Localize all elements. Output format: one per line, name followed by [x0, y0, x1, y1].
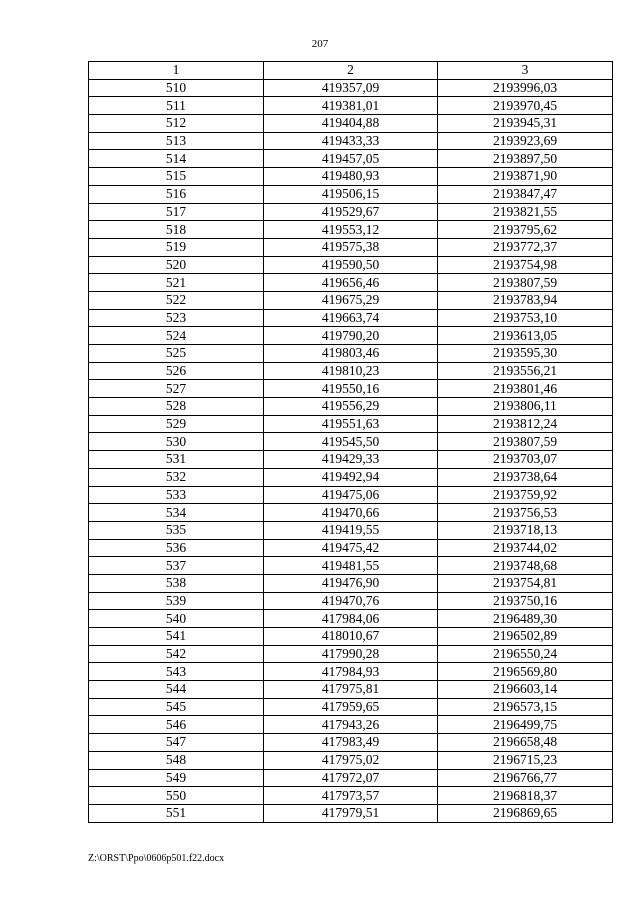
y-coordinate-cell: 2193613,05 — [438, 327, 613, 345]
table-row — [89, 451, 613, 469]
x-coordinate-cell: 419553,12 — [264, 221, 438, 239]
y-coordinate-cell: 2193847,47 — [438, 185, 613, 203]
y-coordinate-cell: 2193923,69 — [438, 132, 613, 150]
y-coordinate-cell: 2193754,81 — [438, 574, 613, 592]
point-number-cell: 534 — [89, 504, 264, 522]
y-coordinate-cell: 2193744,02 — [438, 539, 613, 557]
table-row — [89, 291, 613, 309]
x-coordinate-cell: 419551,63 — [264, 415, 438, 433]
point-number-cell: 535 — [89, 521, 264, 539]
table-row — [89, 345, 613, 363]
table-row — [89, 628, 613, 646]
table-row — [89, 521, 613, 539]
table-row — [89, 362, 613, 380]
point-number-cell: 545 — [89, 698, 264, 716]
table-row — [89, 150, 613, 168]
point-number-cell: 525 — [89, 345, 264, 363]
y-coordinate-cell: 2196658,48 — [438, 734, 613, 752]
table-row — [89, 238, 613, 256]
table-row — [89, 380, 613, 398]
point-number-cell: 514 — [89, 150, 264, 168]
x-coordinate-cell: 419381,01 — [264, 97, 438, 115]
point-number-cell: 529 — [89, 415, 264, 433]
x-coordinate-cell: 417984,06 — [264, 610, 438, 628]
table-row — [89, 274, 613, 292]
x-coordinate-cell: 419803,46 — [264, 345, 438, 363]
x-coordinate-cell: 419475,06 — [264, 486, 438, 504]
y-coordinate-cell: 2193795,62 — [438, 221, 613, 239]
column-header-2: 2 — [264, 62, 438, 80]
table-row — [89, 256, 613, 274]
y-coordinate-cell: 2193806,11 — [438, 398, 613, 416]
table-row — [89, 574, 613, 592]
table-row — [89, 663, 613, 681]
point-number-cell: 551 — [89, 804, 264, 822]
y-coordinate-cell: 2193807,59 — [438, 274, 613, 292]
point-number-cell: 517 — [89, 203, 264, 221]
x-coordinate-cell: 419590,50 — [264, 256, 438, 274]
point-number-cell: 540 — [89, 610, 264, 628]
table-row — [89, 168, 613, 186]
table-row — [89, 734, 613, 752]
x-coordinate-cell: 417972,07 — [264, 769, 438, 787]
table-row — [89, 468, 613, 486]
table-row — [89, 787, 613, 805]
point-number-cell: 522 — [89, 291, 264, 309]
point-number-cell: 544 — [89, 681, 264, 699]
point-number-cell: 518 — [89, 221, 264, 239]
x-coordinate-cell: 419556,29 — [264, 398, 438, 416]
point-number-cell: 542 — [89, 645, 264, 663]
table-row — [89, 681, 613, 699]
point-number-cell: 515 — [89, 168, 264, 186]
y-coordinate-cell: 2196818,37 — [438, 787, 613, 805]
y-coordinate-cell: 2196499,75 — [438, 716, 613, 734]
y-coordinate-cell: 2193595,30 — [438, 345, 613, 363]
point-number-cell: 519 — [89, 238, 264, 256]
point-number-cell: 520 — [89, 256, 264, 274]
y-coordinate-cell: 2193703,07 — [438, 451, 613, 469]
x-coordinate-cell: 419575,38 — [264, 238, 438, 256]
x-coordinate-cell: 419470,76 — [264, 592, 438, 610]
point-number-cell: 524 — [89, 327, 264, 345]
table-row — [89, 97, 613, 115]
x-coordinate-cell: 417959,65 — [264, 698, 438, 716]
y-coordinate-cell: 2196766,77 — [438, 769, 613, 787]
point-number-cell: 526 — [89, 362, 264, 380]
x-coordinate-cell: 419506,15 — [264, 185, 438, 203]
point-number-cell: 547 — [89, 734, 264, 752]
table-row — [89, 539, 613, 557]
table-row — [89, 221, 613, 239]
table-row — [89, 557, 613, 575]
x-coordinate-cell: 417983,49 — [264, 734, 438, 752]
y-coordinate-cell: 2193738,64 — [438, 468, 613, 486]
table-row — [89, 203, 613, 221]
y-coordinate-cell: 2196550,24 — [438, 645, 613, 663]
y-coordinate-cell: 2193871,90 — [438, 168, 613, 186]
x-coordinate-cell: 419429,33 — [264, 451, 438, 469]
x-coordinate-cell: 419457,05 — [264, 150, 438, 168]
table-row — [89, 592, 613, 610]
y-coordinate-cell: 2196603,14 — [438, 681, 613, 699]
y-coordinate-cell: 2193897,50 — [438, 150, 613, 168]
page-number: 207 — [311, 38, 329, 50]
y-coordinate-cell: 2196502,89 — [438, 628, 613, 646]
table-row — [89, 185, 613, 203]
table-row — [89, 115, 613, 133]
table-row — [89, 504, 613, 522]
x-coordinate-cell: 419550,16 — [264, 380, 438, 398]
point-number-cell: 532 — [89, 468, 264, 486]
y-coordinate-cell: 2193756,53 — [438, 504, 613, 522]
x-coordinate-cell: 419481,55 — [264, 557, 438, 575]
y-coordinate-cell: 2193945,31 — [438, 115, 613, 133]
table-row — [89, 486, 613, 504]
x-coordinate-cell: 419790,20 — [264, 327, 438, 345]
x-coordinate-cell: 419810,23 — [264, 362, 438, 380]
table-row — [89, 716, 613, 734]
point-number-cell: 539 — [89, 592, 264, 610]
x-coordinate-cell: 417975,02 — [264, 751, 438, 769]
x-coordinate-cell: 417990,28 — [264, 645, 438, 663]
y-coordinate-cell: 2196573,15 — [438, 698, 613, 716]
point-number-cell: 543 — [89, 663, 264, 681]
y-coordinate-cell: 2196715,23 — [438, 751, 613, 769]
y-coordinate-cell: 2196489,30 — [438, 610, 613, 628]
y-coordinate-cell: 2193556,21 — [438, 362, 613, 380]
x-coordinate-cell: 419433,33 — [264, 132, 438, 150]
table-row — [89, 398, 613, 416]
y-coordinate-cell: 2193754,98 — [438, 256, 613, 274]
table-row — [89, 309, 613, 327]
point-number-cell: 511 — [89, 97, 264, 115]
point-number-cell: 528 — [89, 398, 264, 416]
table-row — [89, 698, 613, 716]
table-row — [89, 79, 613, 97]
y-coordinate-cell: 2196569,80 — [438, 663, 613, 681]
y-coordinate-cell: 2193970,45 — [438, 97, 613, 115]
y-coordinate-cell: 2193753,10 — [438, 309, 613, 327]
x-coordinate-cell: 419529,67 — [264, 203, 438, 221]
x-coordinate-cell: 419419,55 — [264, 521, 438, 539]
table-row — [89, 415, 613, 433]
y-coordinate-cell: 2193750,16 — [438, 592, 613, 610]
y-coordinate-cell: 2193801,46 — [438, 380, 613, 398]
y-coordinate-cell: 2193748,68 — [438, 557, 613, 575]
point-number-cell: 510 — [89, 79, 264, 97]
table-row — [89, 327, 613, 345]
table-row — [89, 769, 613, 787]
point-number-cell: 530 — [89, 433, 264, 451]
table-row — [89, 804, 613, 822]
x-coordinate-cell: 419404,88 — [264, 115, 438, 133]
x-coordinate-cell: 419470,66 — [264, 504, 438, 522]
x-coordinate-cell: 417975,81 — [264, 681, 438, 699]
y-coordinate-cell: 2193807,59 — [438, 433, 613, 451]
table-row — [89, 610, 613, 628]
y-coordinate-cell: 2193772,37 — [438, 238, 613, 256]
point-number-cell: 533 — [89, 486, 264, 504]
point-number-cell: 527 — [89, 380, 264, 398]
point-number-cell: 537 — [89, 557, 264, 575]
table-row — [89, 132, 613, 150]
y-coordinate-cell: 2193718,13 — [438, 521, 613, 539]
x-coordinate-cell: 417979,51 — [264, 804, 438, 822]
point-number-cell: 513 — [89, 132, 264, 150]
x-coordinate-cell: 419476,90 — [264, 574, 438, 592]
x-coordinate-cell: 418010,67 — [264, 628, 438, 646]
y-coordinate-cell: 2193996,03 — [438, 79, 613, 97]
coordinates-table — [88, 61, 613, 823]
x-coordinate-cell: 417973,57 — [264, 787, 438, 805]
x-coordinate-cell: 419357,09 — [264, 79, 438, 97]
footer-file-path: Z:\ORST\Ppo\0606p501.f22.docx — [88, 853, 225, 864]
x-coordinate-cell: 417943,26 — [264, 716, 438, 734]
point-number-cell: 541 — [89, 628, 264, 646]
x-coordinate-cell: 419656,46 — [264, 274, 438, 292]
point-number-cell: 538 — [89, 574, 264, 592]
table-body — [89, 79, 613, 822]
point-number-cell: 523 — [89, 309, 264, 327]
point-number-cell: 536 — [89, 539, 264, 557]
table-row — [89, 645, 613, 663]
point-number-cell: 521 — [89, 274, 264, 292]
point-number-cell: 516 — [89, 185, 264, 203]
table-row — [89, 751, 613, 769]
y-coordinate-cell: 2193759,92 — [438, 486, 613, 504]
x-coordinate-cell: 419480,93 — [264, 168, 438, 186]
y-coordinate-cell: 2193783,94 — [438, 291, 613, 309]
point-number-cell: 550 — [89, 787, 264, 805]
point-number-cell: 546 — [89, 716, 264, 734]
point-number-cell: 512 — [89, 115, 264, 133]
column-header-3: 3 — [438, 62, 613, 80]
point-number-cell: 549 — [89, 769, 264, 787]
x-coordinate-cell: 419545,50 — [264, 433, 438, 451]
y-coordinate-cell: 2196869,65 — [438, 804, 613, 822]
y-coordinate-cell: 2193821,55 — [438, 203, 613, 221]
x-coordinate-cell: 419492,94 — [264, 468, 438, 486]
x-coordinate-cell: 419675,29 — [264, 291, 438, 309]
column-header-1: 1 — [89, 62, 264, 80]
x-coordinate-cell: 419475,42 — [264, 539, 438, 557]
x-coordinate-cell: 417984,93 — [264, 663, 438, 681]
table-header-row — [89, 62, 613, 80]
point-number-cell: 548 — [89, 751, 264, 769]
x-coordinate-cell: 419663,74 — [264, 309, 438, 327]
table-row — [89, 433, 613, 451]
point-number-cell: 531 — [89, 451, 264, 469]
y-coordinate-cell: 2193812,24 — [438, 415, 613, 433]
